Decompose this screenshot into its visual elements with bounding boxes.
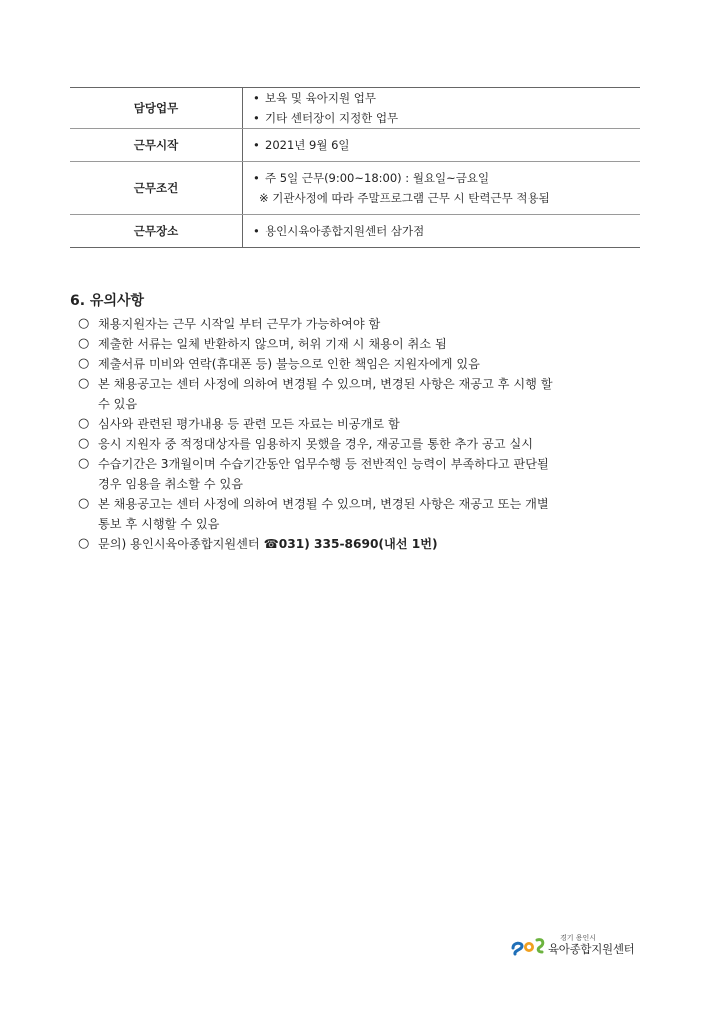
bullet-icon: • — [253, 111, 260, 125]
logo-title: 육아종합지원센터 — [548, 941, 635, 956]
list-item — [78, 354, 642, 374]
place-label: 근무장소 — [70, 215, 243, 248]
list-item — [78, 434, 642, 454]
list-item — [78, 314, 642, 334]
conditions-line-1: • 주 5일 근무(9:00~18:00) : 월요일~금요일 — [253, 168, 640, 188]
list-item-text: 수습기간은 3개월이며 수습기간동안 업무수행 등 전반적인 능력이 부족하다고 판단될 경우 임용을 취소할 수 있음 — [98, 457, 549, 491]
circle-bullet-icon: ○ — [78, 456, 90, 471]
table-row-place — [70, 215, 640, 248]
duty-line-2: • 기타 센터장이 지정한 업무 — [253, 108, 640, 128]
list-item — [78, 494, 642, 534]
logo-mark-icon — [510, 934, 546, 956]
list-item-text: 심사와 관련된 평가내용 등 관련 모든 자료는 비공개로 함 — [98, 417, 400, 431]
table-row-conditions — [70, 162, 640, 215]
contact-number: 031) 335-8690(내선 1번) — [278, 537, 438, 551]
bullet-icon: • — [253, 224, 260, 238]
circle-bullet-icon: ○ — [78, 336, 90, 351]
list-item — [78, 414, 642, 434]
duty-line-1: • 보육 및 육아지원 업무 — [253, 88, 640, 108]
circle-bullet-icon: ○ — [78, 416, 90, 431]
table-row-duty — [70, 88, 640, 129]
circle-bullet-icon: ○ — [78, 376, 90, 391]
bullet-icon: • — [253, 171, 260, 185]
notes-list — [78, 314, 642, 554]
contact-text — [98, 534, 642, 554]
list-item — [78, 334, 642, 354]
circle-bullet-icon: ○ — [78, 316, 90, 331]
bullet-icon: • — [253, 91, 260, 105]
place-line-1: • 용인시육아종합지원센터 삼가점 — [253, 221, 640, 241]
phone-icon: ☎ — [263, 537, 279, 551]
section-title: 6. 유의사항 — [70, 293, 145, 309]
contact-item — [78, 534, 642, 554]
start-value — [243, 129, 641, 162]
list-item-text: 제출한 서류는 일체 반환하지 않으며, 허위 기재 시 채용이 취소 됨 — [98, 337, 447, 351]
logo-text — [548, 935, 634, 956]
contact-prefix: 문의) 용인시육아종합지원센터 — [98, 537, 264, 551]
job-info-table — [70, 87, 640, 248]
circle-bullet-icon: ○ — [78, 356, 90, 371]
start-line-1: • 2021년 9월 6일 — [253, 135, 640, 155]
center-logo — [510, 934, 634, 956]
start-label: 근무시작 — [70, 129, 243, 162]
list-item-text: 본 채용공고는 센터 사정에 의하여 변경될 수 있으며, 변경된 사항은 재공고 또는 개별 통보 후 시행할 수 있음 — [98, 497, 549, 531]
list-item — [78, 454, 642, 494]
duty-value — [243, 88, 641, 129]
circle-bullet-icon: ○ — [78, 536, 90, 551]
conditions-label: 근무조건 — [70, 162, 243, 215]
logo-subtitle: 경기 용인시 — [560, 933, 597, 942]
list-item-text: 응시 지원자 중 적정대상자를 임용하지 못했을 경우, 재공고를 통한 추가 공고 실시 — [98, 437, 534, 451]
duty-label: 담당업무 — [70, 88, 243, 129]
conditions-value — [243, 162, 641, 215]
list-item-text: 제출서류 미비와 연락(휴대폰 등) 불능으로 인한 책임은 지원자에게 있음 — [98, 357, 480, 371]
circle-bullet-icon: ○ — [78, 496, 90, 511]
list-item-text: 본 채용공고는 센터 사정에 의하여 변경될 수 있으며, 변경된 사항은 재공고 후 시행 할 수 있음 — [98, 377, 553, 411]
conditions-note: ※ 기관사정에 따라 주말프로그램 근무 시 탄력근무 적용됨 — [259, 191, 550, 205]
table-row-start — [70, 129, 640, 162]
place-value — [243, 215, 641, 248]
list-item — [78, 374, 642, 414]
bullet-icon: • — [253, 138, 260, 152]
circle-bullet-icon: ○ — [78, 436, 90, 451]
list-item-text: 채용지원자는 근무 시작일 부터 근무가 가능하여야 함 — [98, 317, 381, 331]
